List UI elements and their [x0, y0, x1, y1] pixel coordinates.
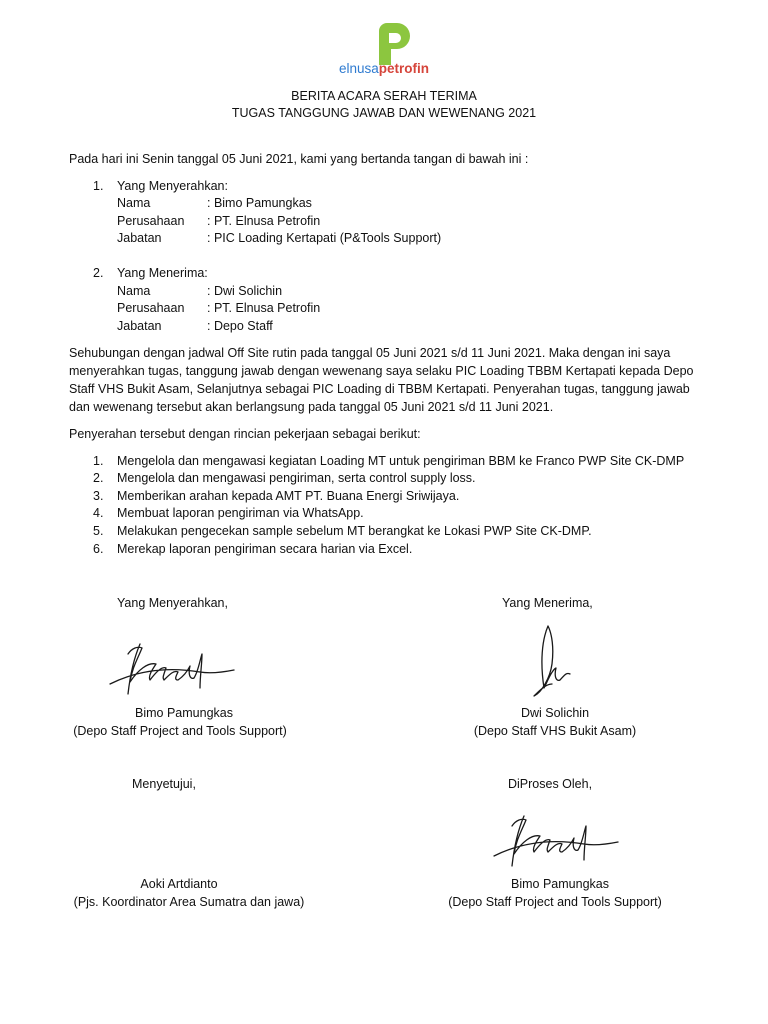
processor-role: (Depo Staff Project and Tools Support) — [448, 895, 662, 909]
task-item: Memberikan arahan kepada AMT PT. Buana Energi Sriwijaya. — [117, 489, 460, 503]
task-item: Membuat laporan pengiriman via WhatsApp. — [117, 506, 364, 520]
body-line: menyerahkan tugas, tanggung jawab dengan wewenang saya selaku PIC Loading TBBM Kertapati kepada Depo — [69, 364, 694, 378]
party2-position-value: : Depo Staff — [207, 319, 273, 333]
party2-number: 2. — [93, 266, 104, 280]
approver-role: (Pjs. Koordinator Area Sumatra dan jawa) — [73, 895, 305, 909]
task-item: Melakukan pengecekan sample sebelum MT berangkat ke Lokasi PWP Site CK-DMP. — [117, 524, 592, 538]
party1-position-value: : PIC Loading Kertapati (P&Tools Support) — [207, 231, 442, 245]
task-intro: Penyerahan tersebut dengan rincian pekerjaan sebagai berikut: — [69, 427, 421, 441]
party1-name-label: Nama — [117, 196, 151, 210]
processor-signature-icon — [488, 808, 622, 872]
approver-caption: Menyetujui, — [132, 777, 196, 791]
processor-name: Bimo Pamungkas — [511, 877, 609, 891]
task-item: Merekap laporan pengiriman secara harian via Excel. — [117, 542, 413, 556]
party2-company-label: Perusahaan — [117, 301, 185, 315]
giver-name: Bimo Pamungkas — [135, 706, 233, 720]
task-item: Mengelola dan mengawasi pengiriman, serta control supply loss. — [117, 471, 476, 485]
party2-heading: Yang Menerima: — [117, 266, 208, 280]
party1-number: 1. — [93, 179, 104, 193]
task-number: 6. — [93, 542, 104, 556]
party1-company-value: : PT. Elnusa Petrofin — [207, 214, 321, 228]
approver-name: Aoki Artdianto — [140, 877, 218, 891]
task-number: 5. — [93, 524, 104, 538]
party2-name-value: : Dwi Solichin — [207, 284, 283, 298]
giver-role: (Depo Staff Project and Tools Support) — [73, 724, 287, 738]
party1-name-value: : Bimo Pamungkas — [207, 196, 312, 210]
giver-caption: Yang Menyerahkan, — [117, 596, 228, 610]
receiver-caption: Yang Menerima, — [502, 596, 593, 610]
receiver-name: Dwi Solichin — [520, 706, 590, 720]
document-title-line2: TUGAS TANGGUNG JAWAB DAN WEWENANG 2021 — [231, 106, 537, 120]
party1-heading: Yang Menyerahkan: — [117, 179, 228, 193]
task-item: Mengelola dan mengawasi kegiatan Loading MT untuk pengiriman BBM ke Franco PWP Site CK-DMP — [117, 454, 685, 468]
receiver-signature-icon — [526, 622, 576, 702]
brand-wordmark-part2: petrofin — [378, 61, 430, 76]
task-number: 2. — [93, 471, 104, 485]
party2-name-label: Nama — [117, 284, 151, 298]
brand-wordmark — [0, 61, 768, 76]
task-number: 3. — [93, 489, 104, 503]
document-title-line1: BERITA ACARA SERAH TERIMA — [291, 89, 477, 103]
intro-text: Pada hari ini Senin tanggal 05 Juni 2021, kami yang bertanda tangan di bawah ini : — [69, 152, 529, 166]
body-line: Staff VHS Bukit Asam, Selanjutnya sebagai PIC Loading di TBBM Kertapati. Penyerahan tugas, tanggung jawab — [69, 382, 690, 396]
party2-position-label: Jabatan — [117, 319, 162, 333]
party2-company-value: : PT. Elnusa Petrofin — [207, 301, 321, 315]
task-number: 4. — [93, 506, 104, 520]
party1-position-label: Jabatan — [117, 231, 162, 245]
party1-company-label: Perusahaan — [117, 214, 185, 228]
receiver-role: (Depo Staff VHS Bukit Asam) — [473, 724, 637, 738]
brand-wordmark-part1: elnusa — [338, 61, 379, 76]
body-line: dan wewenang tersebut akan berlangsung pada tanggal 05 Juni 2021 s/d 11 Juni 2021. — [69, 400, 554, 414]
task-number: 1. — [93, 454, 104, 468]
giver-signature-icon — [104, 636, 238, 700]
processor-caption: DiProses Oleh, — [508, 777, 593, 791]
body-line: Sehubungan dengan jadwal Off Site rutin pada tanggal 05 Juni 2021 s/d 11 Juni 2021. Maka dengan ini saya — [69, 346, 671, 360]
